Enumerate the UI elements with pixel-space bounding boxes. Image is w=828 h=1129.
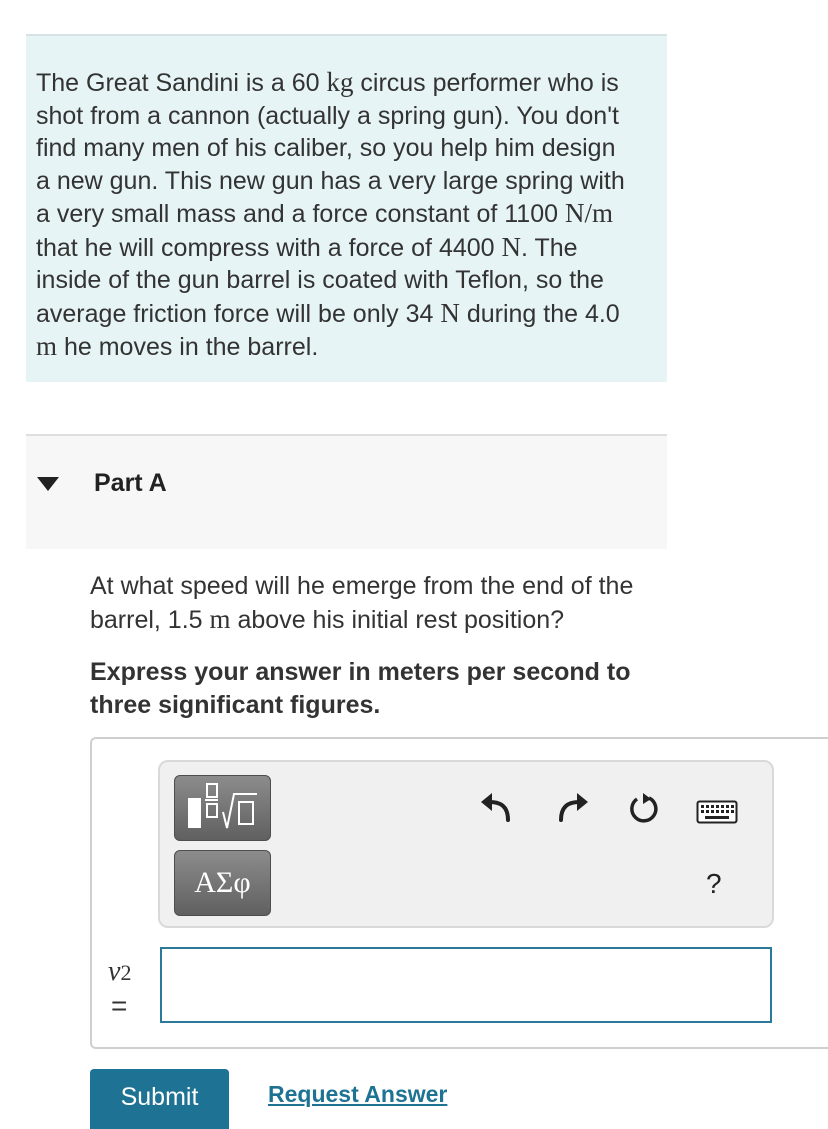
answer-variable-label: v2 <box>108 956 132 987</box>
request-answer-link[interactable]: Request Answer <box>268 1081 448 1107</box>
collapse-caret-icon[interactable] <box>37 477 59 491</box>
reset-icon[interactable] <box>626 790 662 826</box>
templates-button[interactable] <box>174 775 271 841</box>
help-icon[interactable]: ? <box>706 868 722 899</box>
problem-statement <box>26 34 667 382</box>
submit-button[interactable]: Submit <box>90 1069 229 1129</box>
templates-icon <box>175 776 272 842</box>
greek-letters-icon: ΑΣφ <box>194 866 251 899</box>
redo-icon[interactable] <box>555 790 591 826</box>
problem-text: The Great Sandini is a 60 kg circus performer who is shot from a cannon (actually a spring gun). You don't find many men of his caliber, so you help him design a new gun. This new gun has a very large spring with a very small mass and a force constant of 1100 N/m that he will compress with a force of 4400 N. The inside of the gun barrel is coated with Teflon, so the average friction force will be only 34 N during the 4.0 m he moves in the barrel. <box>36 67 625 361</box>
question-text: At what speed will he emerge from the end of the barrel, 1.5 m above his initial rest position? <box>90 572 634 634</box>
answer-input[interactable] <box>160 947 772 1023</box>
greek-letters-button[interactable] <box>174 850 271 916</box>
part-a-header[interactable] <box>26 434 667 549</box>
math-toolbar <box>158 760 774 928</box>
equals-sign: = <box>111 990 128 1021</box>
undo-icon[interactable] <box>478 790 514 826</box>
answer-instruction: Express your answer in meters per second to three significant figures. <box>90 658 631 719</box>
part-title: Part A <box>94 469 167 497</box>
keyboard-icon[interactable] <box>696 800 738 824</box>
